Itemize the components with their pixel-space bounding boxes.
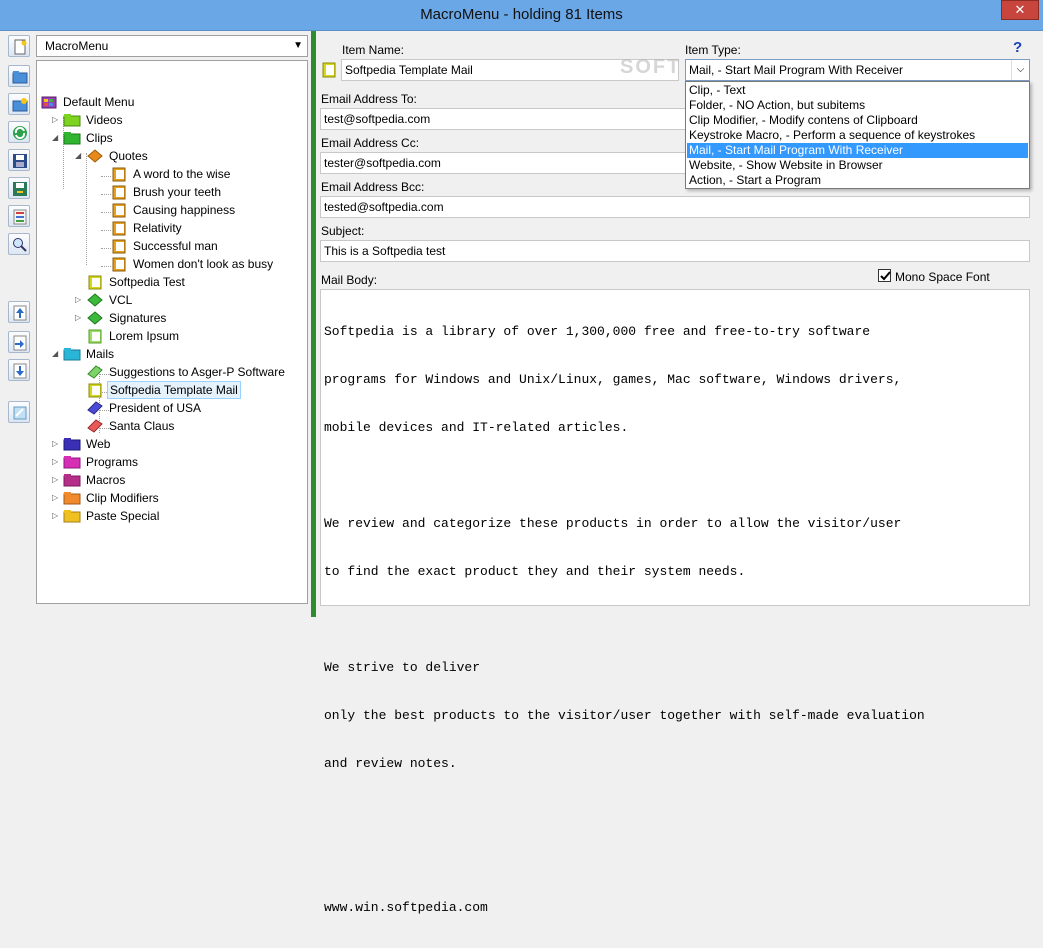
refresh-icon xyxy=(12,125,28,141)
watermark-icon: SOFT xyxy=(620,56,682,78)
item-type-option-highlighted[interactable]: Mail, - Start Mail Program With Receiver xyxy=(687,143,1028,158)
item-type-dropdown-list[interactable] xyxy=(685,81,1030,189)
item-type-label: Item Type: xyxy=(685,43,741,57)
import-icon xyxy=(12,335,28,351)
item-type-option[interactable]: Folder, - NO Action, but subitems xyxy=(689,98,866,112)
mail-body-label: Mail Body: xyxy=(321,273,378,287)
email-cc-label: Email Address Cc: xyxy=(321,136,420,150)
email-bcc-label: Email Address Bcc: xyxy=(321,180,425,194)
mail-icon xyxy=(87,365,103,379)
chevron-down-icon[interactable]: ⌵ xyxy=(1011,60,1029,80)
subject-label: Subject: xyxy=(321,224,365,238)
item-type-option[interactable]: Website, - Show Website in Browser xyxy=(689,158,883,172)
new-folder-button[interactable] xyxy=(8,93,30,115)
expand-icon[interactable]: ▷ xyxy=(75,313,82,322)
save-as-button[interactable] xyxy=(8,177,30,199)
folder-icon xyxy=(64,347,80,361)
save-icon xyxy=(12,153,28,169)
import-button[interactable] xyxy=(8,331,30,353)
item-type-value: Mail, - Start Mail Program With Receiver xyxy=(689,63,904,77)
properties-icon xyxy=(12,209,28,225)
open-folder-icon xyxy=(12,69,28,85)
mail-body-line: We review and categorize these products in order to allow the visitor/user xyxy=(324,516,902,531)
tag-icon xyxy=(87,311,103,325)
item-type-option[interactable]: Clip Modifier, - Modify contens of Clipboard xyxy=(689,113,918,127)
move-up-button[interactable] xyxy=(8,301,30,323)
folder-icon xyxy=(64,113,80,127)
expand-icon[interactable]: ▷ xyxy=(52,439,59,448)
menu-root-icon xyxy=(41,95,57,109)
clip-icon xyxy=(111,185,127,199)
mail-body-line: We strive to deliver xyxy=(324,660,481,675)
help-icon[interactable]: ? xyxy=(1013,39,1023,56)
email-to-input[interactable]: test@softpedia.com xyxy=(320,108,1030,130)
eraser-icon xyxy=(12,405,28,421)
collapse-icon[interactable]: ◢ xyxy=(52,349,59,358)
main-frame xyxy=(0,31,1043,915)
search-button[interactable] xyxy=(8,233,30,255)
menu-select[interactable] xyxy=(36,35,308,57)
mail-body-line xyxy=(324,804,1026,820)
item-type-option[interactable]: Action, - Start a Program xyxy=(689,173,822,187)
expand-icon[interactable]: ▷ xyxy=(52,511,59,520)
save-button[interactable] xyxy=(8,149,30,171)
collapse-icon[interactable]: ◢ xyxy=(75,151,82,160)
expand-icon[interactable]: ▷ xyxy=(52,457,59,466)
collapse-icon[interactable]: ◢ xyxy=(52,133,59,142)
clip-icon xyxy=(321,61,337,79)
clip-icon xyxy=(111,203,127,217)
item-type-option[interactable]: Keystroke Macro, - Perform a sequence of keystrokes xyxy=(689,128,976,142)
folder-icon xyxy=(64,437,80,451)
mono-font-label[interactable]: Mono Space Font xyxy=(895,270,990,284)
close-button[interactable]: ✕ xyxy=(1001,0,1039,20)
chevron-down-icon: ▼ xyxy=(293,40,303,51)
mail-body-line xyxy=(324,612,1026,628)
mail-body-line: to find the exact product they and their system needs. xyxy=(324,564,746,579)
email-to-label: Email Address To: xyxy=(321,92,417,106)
email-bcc-input[interactable]: tested@softpedia.com xyxy=(320,196,1030,218)
mail-body-line xyxy=(324,468,1026,484)
mail-body-line xyxy=(324,852,1026,868)
search-icon xyxy=(12,237,28,253)
clip-icon xyxy=(87,383,103,397)
item-type-select[interactable] xyxy=(685,59,1030,81)
mail-body-line: www.win.softpedia.com xyxy=(324,900,488,915)
tag-icon xyxy=(87,293,103,307)
move-down-icon xyxy=(12,363,28,379)
mail-icon xyxy=(87,419,103,433)
expand-icon[interactable]: ▷ xyxy=(52,493,59,502)
tag-icon xyxy=(87,149,103,163)
mail-body-line: Softpedia is a library of over 1,300,000 free and free-to-try software xyxy=(324,324,871,339)
subject-input[interactable]: This is a Softpedia test xyxy=(320,240,1030,262)
clip-icon xyxy=(111,257,127,271)
item-type-option[interactable]: Clip, - Text xyxy=(689,83,746,97)
item-name-input[interactable]: Softpedia Template Mail xyxy=(341,59,679,81)
open-folder-button[interactable] xyxy=(8,65,30,87)
mail-icon xyxy=(87,401,103,415)
folder-icon xyxy=(64,455,80,469)
clip-icon xyxy=(111,167,127,181)
menu-tree[interactable]: Default Menu ▷ Videos ◢ Clips ◢ Quotes A word to the wise Brush your teeth Causing happiness Relativity Successful man Women don't look as busy Softpedia Test ▷ VCL ▷ Signatures Lorem Ipsum ◢ Mails Suggestions to Asger-P Software Softpedia Template Mail President of USA Santa Claus ▷ Web ▷ Programs ▷ Macros ▷ Clip Modifiers ▷ Paste Special xyxy=(36,60,308,604)
folder-icon xyxy=(64,473,80,487)
folder-icon xyxy=(64,509,80,523)
mail-body-line: and review notes. xyxy=(324,756,457,771)
expand-icon[interactable]: ▷ xyxy=(52,115,59,124)
clip-icon xyxy=(87,275,103,289)
save-as-icon xyxy=(12,181,28,197)
properties-button[interactable] xyxy=(8,205,30,227)
clip-icon xyxy=(111,221,127,235)
clip-icon xyxy=(111,239,127,253)
new-item-icon xyxy=(12,39,28,55)
clear-button[interactable] xyxy=(8,401,30,423)
mono-font-checkbox[interactable] xyxy=(878,269,891,282)
refresh-button[interactable] xyxy=(8,121,30,143)
mail-body-textarea[interactable] xyxy=(320,289,1030,915)
new-folder-icon xyxy=(12,97,28,113)
mail-body-line: only the best products to the visitor/user together with self-made evaluation xyxy=(324,708,925,723)
folder-icon xyxy=(64,131,80,145)
new-item-button[interactable] xyxy=(8,35,30,57)
menu-select-value: MacroMenu xyxy=(45,39,109,53)
clip-icon xyxy=(87,329,103,343)
expand-icon[interactable]: ▷ xyxy=(52,475,59,484)
mail-body-line: mobile devices and IT-related articles. xyxy=(324,420,629,435)
mail-body-line: programs for Windows and Unix/Linux, games, Mac software, Windows drivers, xyxy=(324,372,902,387)
checkmark-icon xyxy=(879,270,892,283)
folder-icon xyxy=(64,491,80,505)
move-down-button[interactable] xyxy=(8,359,30,381)
splitter[interactable] xyxy=(311,31,316,617)
window-title: MacroMenu - holding 81 Items xyxy=(420,6,623,23)
item-name-label: Item Name: xyxy=(342,43,405,57)
move-up-icon xyxy=(12,305,28,321)
title-bar xyxy=(0,0,1043,31)
expand-icon[interactable]: ▷ xyxy=(75,295,82,304)
email-cc-input[interactable]: tester@softpedia.com xyxy=(320,152,1030,174)
